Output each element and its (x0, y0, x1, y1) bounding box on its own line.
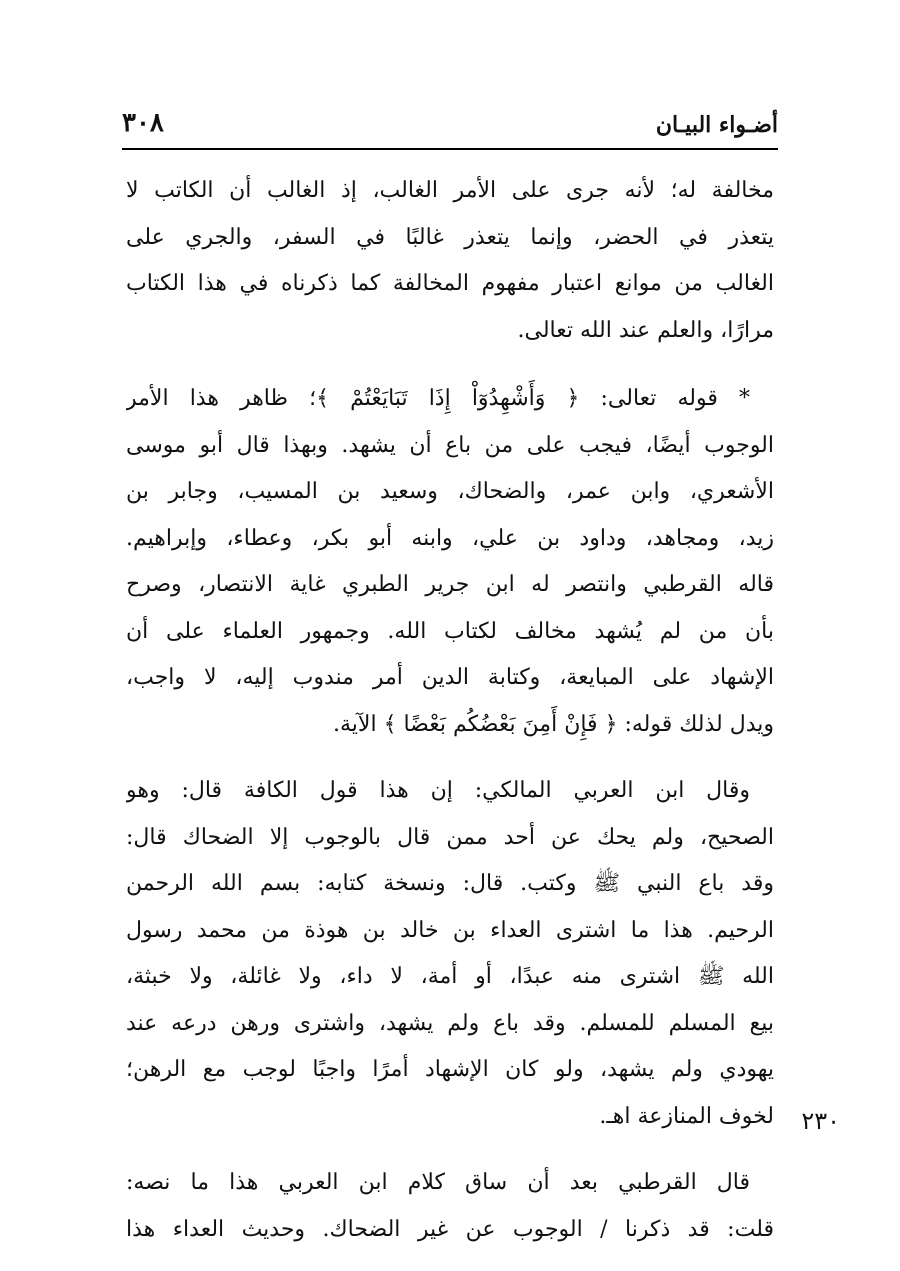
text-line: الأشعري، وابن عمر، والضحاك، وسعيد بن المسيب، وجابر بن (126, 479, 774, 504)
text-line: ويدل لذلك قوله: ﴿ فَإِنْ أَمِنَ بَعْضُكُم بَعْضًا ﴾ الآية. (333, 711, 774, 737)
text-line: لخوف المنازعة اهـ. (599, 1103, 774, 1129)
text-line: بأن من لم يُشهد مخالف لكتاب الله. وجمهور العلماء على أن (126, 618, 774, 644)
page-header (122, 108, 778, 150)
text-line: الصحيح، ولم يحك عن أحد ممن قال بالوجوب إلا الضحاك قال: (126, 824, 774, 850)
text-line: مرارًا، والعلم عند الله تعالى. (517, 317, 774, 343)
text-line: الغالب من موانع اعتبار مفهوم المخالفة كما ذكرناه في هذا الكتاب (126, 271, 774, 296)
text-line: الإشهاد على المبايعة، وكتابة الدين أمر مندوب إليه، لا واجب، (126, 665, 774, 690)
text-line: يتعذر في الحضر، وإنما يتعذر غالبًا في السفر، والجري على (126, 224, 774, 250)
text-line: الوجوب أيضًا، فيجب على من باع أن يشهد. وبهذا قال أبو موسى (126, 432, 774, 458)
text-line: بيع المسلم للمسلم. وقد باع ولم يشهد، واشترى ورهن درعه عند (126, 1010, 774, 1036)
text-line: قال القرطبي بعد أن ساق كلام ابن العربي هذا ما نصه: (126, 1170, 750, 1195)
text-line: مخالفة له؛ لأنه جرى على الأمر الغالب، إذ الغالب أن الكاتب لا (126, 178, 774, 203)
text-line: يهودي ولم يشهد، ولو كان الإشهاد أمرًا واجبًا لوجب مع الرهن؛ (126, 1057, 774, 1082)
paragraph (126, 1160, 774, 1253)
page-body (126, 168, 774, 1253)
text-line: قلت: قد ذكرنا / الوجوب عن غير الضحاك. وحديث العداء هذا (126, 1216, 774, 1242)
text-line: وقد باع النبي ﷺ وكتب. قال: ونسخة كتابه: بسم الله الرحمن (126, 871, 774, 896)
text-line: الله ﷺ اشترى منه عبدًا، أو أمة، لا داء، ولا غائلة، ولا خبثة، (126, 964, 774, 989)
page-number: ٣٠٨ (122, 108, 164, 138)
paragraph (126, 168, 774, 354)
text-line: * قوله تعالى: ﴿ وَأَشْهِدُوٓاْ إِذَا تَبَايَعْتُمْ ﴾؛ ظاهر هذا الأمر (126, 386, 750, 411)
text-line: وقال ابن العربي المالكي: إن هذا قول الكافة قال: وهو (126, 778, 750, 803)
text-line: قاله القرطبي وانتصر له ابن جرير الطبري غاية الانتصار، وصرح (126, 572, 774, 597)
running-title: أضـواء البيـان (655, 112, 778, 138)
text-line: زيد، ومجاهد، وداود بن علي، وابنه أبو بكر، وعطاء، وإبراهيم. (126, 525, 774, 551)
margin-page-marker: ٢٣٠ (801, 1107, 840, 1135)
paragraph (126, 768, 774, 1140)
paragraph (126, 376, 774, 748)
text-line: الرحيم. هذا ما اشترى العداء بن خالد بن هوذة من محمد رسول (126, 917, 774, 943)
